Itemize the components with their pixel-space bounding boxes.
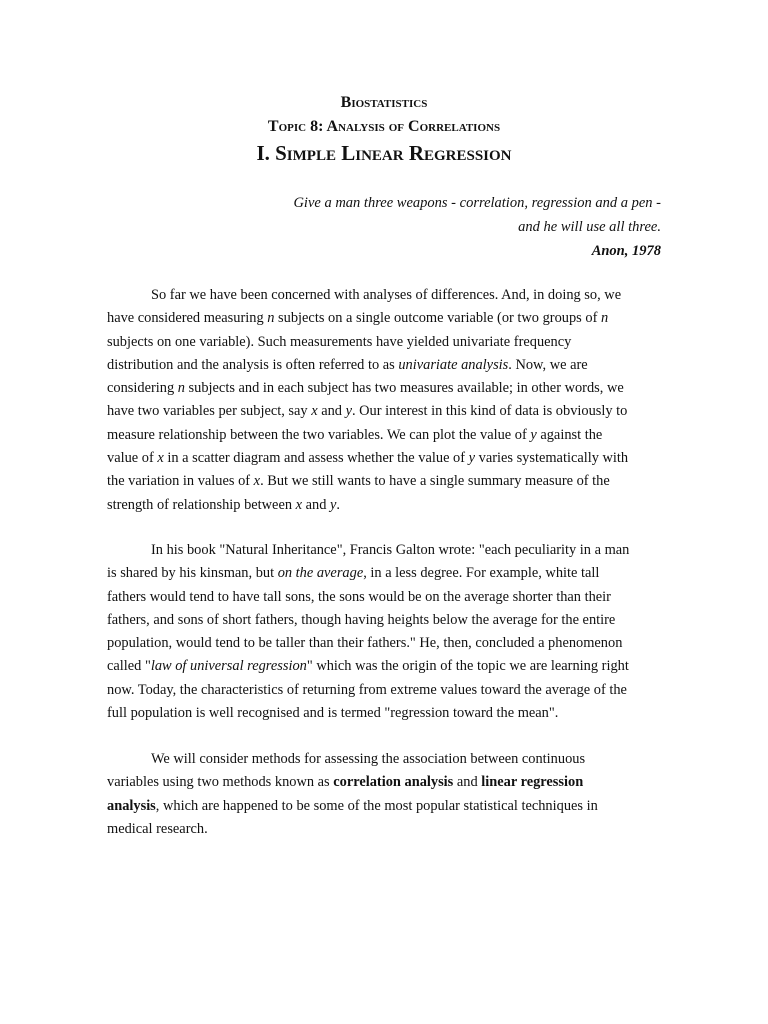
epigraph-line: and he will use all three. [518, 219, 661, 235]
text-line: analysis, which are happened to be some of the most popular statistical techniques in [107, 797, 598, 814]
text-line: measure relationship between the two variables. We can plot the value of y against the [107, 426, 603, 443]
italic-term: y [330, 496, 337, 513]
epigraph-author: Anon, 1978 [591, 243, 661, 259]
italic-term: x [253, 473, 261, 490]
text-line: medical research. [107, 820, 208, 837]
italic-term: univariate analysis [398, 356, 509, 373]
bold-term: linear regression [481, 774, 584, 791]
paragraph-1 [107, 284, 667, 517]
course-title: Biostatistics [340, 94, 428, 111]
text-line: distribution and the analysis is often referred to as univariate analysis. Now, we are [107, 356, 588, 373]
text-line: fathers would tend to have tall sons, the sons would be on the average shorter than their [107, 588, 611, 605]
text-line: called "law of universal regression" which was the origin of the topic we are learning right [107, 658, 629, 675]
italic-term: y [530, 426, 537, 443]
text-line: fathers, and sons of short fathers, though having heights below the average for the entire [107, 611, 616, 628]
text-line: considering n subjects and in each subject has two measures available; in other words, we [107, 380, 624, 397]
italic-term: x [311, 403, 318, 420]
italic-term: n [177, 380, 185, 397]
italic-term: on the average [277, 565, 364, 582]
text-line: full population is well recognised and is termed "regression toward the mean". [107, 705, 559, 722]
bold-term: analysis [107, 797, 156, 814]
text-line: subjects on one variable). Such measurements have yielded univariate frequency [107, 333, 572, 350]
text-line: So far we have been concerned with analyses of differences. And, in doing so, we [151, 287, 622, 303]
text-line: In his book "Natural Inheritance", Francis Galton wrote: "each peculiarity in a man [151, 542, 630, 558]
paragraph-2 [107, 539, 667, 725]
section-title: I. Simple Linear Regression [256, 141, 512, 165]
italic-term: y [468, 450, 476, 467]
text-line: variables using two methods known as correlation analysis and linear regression [107, 774, 584, 791]
italic-term: n [267, 310, 275, 327]
italic-term: law of universal regression [150, 658, 307, 675]
topic-title: Topic 8: Analysis of Correlations [267, 118, 501, 135]
text-line: the variation in values of x. But we still wants to have a single summary measure of the [107, 473, 610, 490]
text-line: now. Today, the characteristics of returning from extreme values toward the average of the [107, 681, 627, 698]
text-line: have considered measuring n subjects on a single outcome variable (or two groups of n [107, 310, 609, 327]
italic-term: x [157, 450, 164, 467]
paragraph-3 [107, 748, 667, 841]
epigraph [241, 191, 661, 263]
text-line: is shared by his kinsman, but on the average, in a less degree. For example, white tall [107, 565, 600, 582]
italic-term: n [600, 310, 609, 327]
text-line: strength of relationship between x and y. [107, 496, 340, 513]
epigraph-line: Give a man three weapons - correlation, regression and a pen - [293, 195, 661, 211]
italic-term: y [345, 403, 352, 420]
text-line: We will consider methods for assessing the association between continuous [151, 751, 586, 767]
text-line: population, would tend to be taller than their fathers." He, then, concluded a phenomenon [107, 635, 623, 652]
italic-term: x [295, 496, 303, 513]
text-line: value of x in a scatter diagram and assess whether the value of y varies systematically with [107, 450, 629, 467]
bold-term: correlation analysis [333, 774, 454, 791]
text-line: have two variables per subject, say x and y. Our interest in this kind of data is obviously to [107, 403, 628, 420]
